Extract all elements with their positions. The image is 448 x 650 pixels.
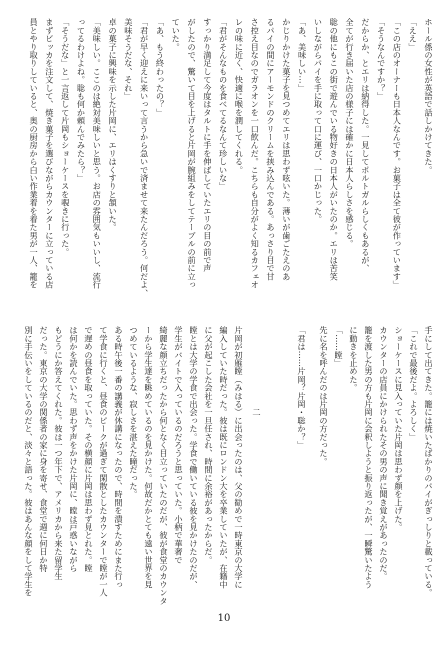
upper-text-line: だからか、とエリは納得した。一見してポルトガルらしくもあるが、 xyxy=(360,18,371,273)
upper-text-line: 「そうだな」と一言返して片岡もショーケースを覗きに行った。 xyxy=(60,18,71,256)
lower-text-line: に父が起こした会社を一旦任され、時間に余裕があったからだ。 xyxy=(204,326,214,564)
upper-text-line: 「この店のオーナーも日本人なんです。お菓子は全て彼が作っています」 xyxy=(392,18,403,289)
lower-text-line: だった。東京の大学の関係者の家に身を寄せ、食堂で週に何日か特 xyxy=(39,326,49,572)
upper-text-line: まずビッカを注文して、焼き菓子を選びながらカウンターに立っている店 xyxy=(44,18,55,289)
upper-text-line: ホール係の女性が英語で話しかけてきた。 xyxy=(424,18,434,174)
section-number: 二 xyxy=(252,408,262,417)
upper-text-line: ていた。 xyxy=(171,18,182,51)
upper-text-line: 全てが行き届いた店の様子には確かに日本人らしさを感じる。 xyxy=(345,18,356,248)
lower-text-line: ーから学生達を眺めているのを見かけた。何故だかとても遠い世界を見 xyxy=(144,326,154,589)
lower-text-line: 籠を渡した男の方も片岡に会釈しようと振り返ったが、一瞬驚いたよう xyxy=(364,326,374,589)
lower-text-line: 手にして出てきた。籠には焼いたばかりのパイがぎっしりと載っている。 xyxy=(424,326,434,597)
lower-text-line: 編入していた時だった。彼は既にロンドン大を卒業していたが、在籍中 xyxy=(219,326,229,589)
lower-text-line: 瞠とは大学の学食で出会った。学食で働いている彼を見かけたのだが、 xyxy=(189,326,199,589)
upper-text-line: かじりかけた菓子を見つめてエリは思わず呟いた。薄いが歯ごたえのあ xyxy=(281,18,292,281)
lower-text-line: ある時午後一番の講義が休講になったので、時間を潰すためにまた行っ xyxy=(114,326,124,589)
upper-text-line: がしたので、驚いて目を上げると片岡が腕組みをしてテーブルの前に立っ xyxy=(187,18,198,289)
lower-text-line: もどうにか答えてくれた。彼は一つ年下で、アメリカから来た留学生 xyxy=(54,326,64,581)
lower-text-line: 綺麗な顔立ちだったから何となく目立っていたのだが、彼が食堂のカウンタ xyxy=(159,326,169,605)
upper-text-line: さ控え目なのでガラオンを一口飲んだ。こちらも自分がよく知るカフェオ xyxy=(250,18,261,289)
upper-text-line: レの味に近く、快適に喉を潤してくれる。 xyxy=(234,18,245,174)
upper-text-line: 美味そうだな、それ」 xyxy=(123,18,134,100)
page-number: 10 xyxy=(217,613,231,624)
lower-text-line: で遅めの昼食を取っていた。その横顔に片岡は思わず見とれた。瞠 xyxy=(84,326,94,572)
lower-text-line: 「これで最後だよ。よろしく」 xyxy=(409,326,419,441)
upper-text-line: 「君がそんなものを食べてるなんて珍しいな」 xyxy=(218,18,229,191)
upper-text-tier xyxy=(20,18,436,304)
upper-text-line: すっかり満足して今度はタルトに手を伸ばしていたエリの目の前で声 xyxy=(202,18,213,273)
upper-text-line: ってるわけよね。聡も何か頼んでみたら？」 xyxy=(76,18,87,182)
upper-text-line: 「あ、もう終わったの？」 xyxy=(155,18,166,117)
upper-text-line: いしながらパイを手に取って口に運び、一口かじった。 xyxy=(313,18,324,223)
lower-text-line: に動きを止めた。 xyxy=(349,326,359,392)
lower-text-line: つめているような、寂しさを湛えた瞳だった。 xyxy=(129,326,139,499)
upper-text-line: 員とやり取りしていると、奥の厨房から白い作業着を着た男が一人、籠を xyxy=(29,18,40,289)
lower-text-line: 先に名を呼んだのは片岡の方だった。 xyxy=(319,326,329,466)
lower-text-line: ショーケースに見入っていた片岡は思わず顔を上げた。 xyxy=(394,326,404,531)
upper-text-line: 「あ、美味しい…」 xyxy=(297,18,308,92)
upper-text-line: 「ええ」 xyxy=(408,18,419,51)
lower-text-line: 学生がバイトで入っているのだろうと思っていた。小柄で華奢で xyxy=(174,326,184,564)
lower-text-line: は何かを読んでいた。思わず声をかけた片岡に、瞠は戸惑いながら xyxy=(69,326,79,572)
upper-text-line: 「君が早く迎えに来いって言うから急いで済ませて来たんだろう。何だよ、 xyxy=(139,18,150,297)
lower-text-tier xyxy=(18,326,436,610)
lower-text-line: て学食に行くと、昼食のピークが過ぎて閑散としたカウンターで瞠が一人 xyxy=(99,326,109,597)
upper-text-line: るパイの間にアーモンドのクリームを挟み込んである。あっさり目で甘 xyxy=(266,18,277,281)
lower-text-line: カウンターの店員にかけられたその男の声に聞き覚えがあったのだ。 xyxy=(379,326,389,581)
lower-text-line: 「君は……片岡？片岡・聡か？」 xyxy=(297,326,307,449)
upper-text-line: 「そうなんですか？」 xyxy=(376,18,387,100)
upper-text-line: 卓の菓子に興味を示した片岡に、エリはくすりと頷いた。 xyxy=(108,18,119,232)
lower-text-line: 別に手伝いをしているのだと、淡々と語った。彼はあんな顔をして学生を xyxy=(24,326,34,597)
lower-text-line: 片岡が初雁瞠（みはる）に出会ったのは、父の勧めで一時東京の大学に xyxy=(234,326,244,589)
upper-text-line: 聡の他にもこの街で遊んでいる物好きの日本人がいたのか。エリは苦笑 xyxy=(329,18,340,281)
upper-text-line: 「美味しい。ここのは絶対美味しいと思う。お店の雰囲気もいいし、流行 xyxy=(92,18,103,289)
lower-text-line: 「……瞠」 xyxy=(334,326,344,367)
